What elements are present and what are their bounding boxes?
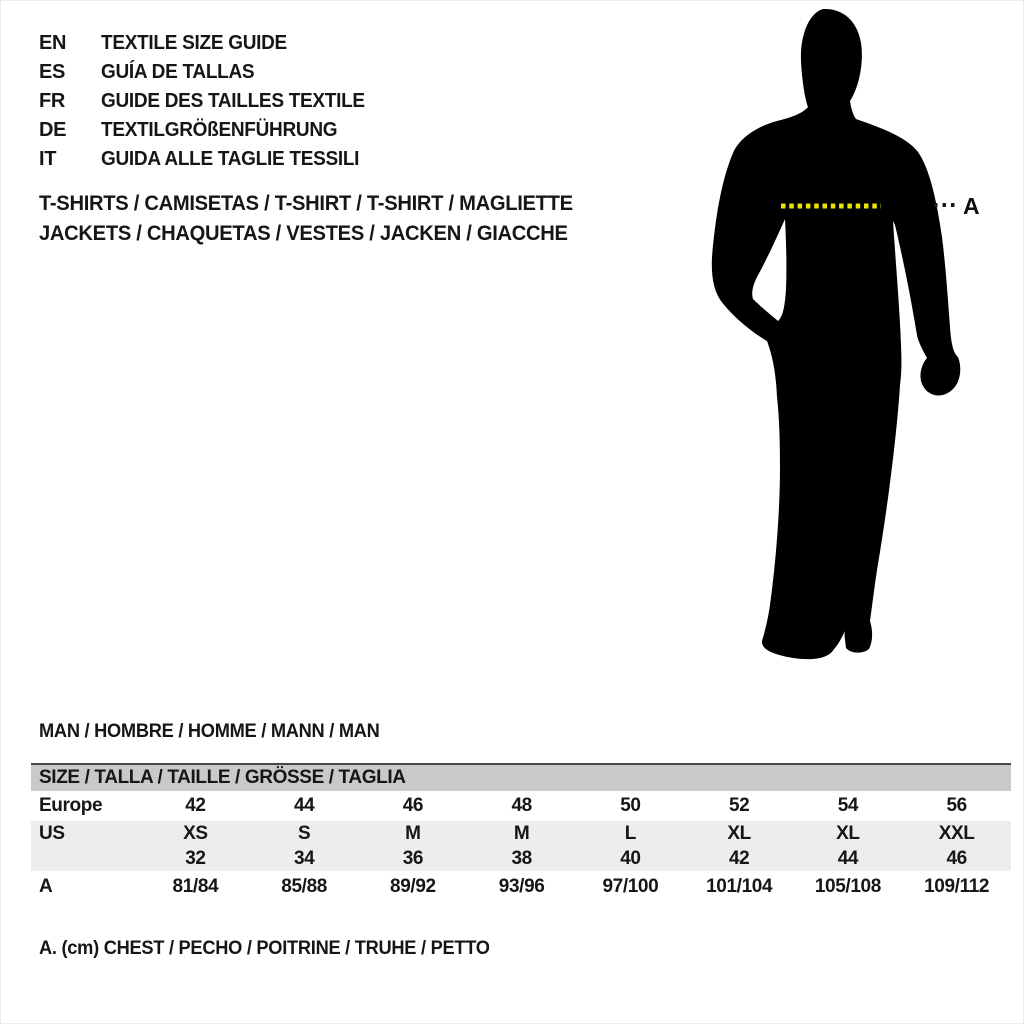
- size-value-cell: 34: [293, 847, 315, 869]
- silhouette-shape: [712, 9, 960, 659]
- size-value-cell: 42: [728, 847, 750, 869]
- size-value-cell: 38: [511, 847, 532, 869]
- size-value-cell: 105/108: [814, 876, 881, 897]
- size-row-label: Europe: [39, 795, 103, 816]
- size-value-cell: 40: [620, 847, 641, 869]
- size-value-cell: M: [513, 822, 530, 844]
- category-line: JACKETS / CHAQUETAS / VESTES / JACKEN / GIACCHE: [39, 222, 568, 245]
- language-title: TEXTILGRÖßENFÜHRUNG: [101, 119, 338, 141]
- size-value-cell: 54: [837, 795, 859, 816]
- size-value-cell: XL: [836, 822, 860, 844]
- size-value-cell: XL: [727, 822, 751, 844]
- size-table-header: SIZE / TALLA / TAILLE / GRÖSSE / TAGLIA: [31, 765, 1011, 791]
- size-table-row: [31, 846, 1011, 871]
- size-value-cell: 44: [837, 847, 859, 869]
- size-value-cell: 46: [402, 795, 424, 816]
- language-title: GUÍA DE TALLAS: [101, 61, 255, 83]
- language-row: [39, 119, 379, 148]
- size-value-cell: 109/112: [924, 876, 990, 897]
- size-value-cell: 81/84: [172, 876, 219, 897]
- language-code: DE: [39, 119, 67, 141]
- language-row: [39, 32, 379, 61]
- language-code: ES: [39, 61, 66, 83]
- language-title: TEXTILE SIZE GUIDE: [101, 32, 287, 54]
- size-value-cell: XS: [183, 822, 208, 844]
- language-row: [39, 61, 379, 90]
- measure-label: A: [963, 193, 980, 219]
- size-table-body: [31, 791, 1011, 903]
- size-value-cell: 89/92: [390, 876, 436, 897]
- category-line: T-SHIRTS / CAMISETAS / T-SHIRT / T-SHIRT / MAGLIETTE: [39, 192, 573, 215]
- language-title: GUIDA ALLE TAGLIE TESSILI: [101, 148, 360, 170]
- size-value-cell: 42: [185, 795, 206, 816]
- size-table-row: [31, 791, 1011, 821]
- size-table-row: [31, 871, 1011, 903]
- size-value-cell: 93/96: [498, 876, 545, 897]
- size-value-cell: 46: [946, 847, 967, 869]
- category-list: [39, 192, 595, 252]
- section-title: MAN / HOMBRE / HOMME / MANN / MAN: [39, 721, 380, 742]
- size-row-label: US: [39, 822, 65, 844]
- language-code: IT: [39, 148, 57, 170]
- size-value-cell: 36: [402, 847, 424, 869]
- language-code: FR: [39, 90, 66, 112]
- size-value-cell: XXL: [938, 822, 975, 844]
- measurement-footnote: A. (cm) CHEST / PECHO / POITRINE / TRUHE / PETTO: [39, 938, 490, 959]
- size-value-cell: 32: [185, 847, 206, 869]
- size-value-cell: 50: [620, 795, 641, 816]
- size-value-cell: 52: [728, 795, 750, 816]
- language-code: EN: [39, 32, 67, 54]
- size-value-cell: M: [405, 822, 421, 844]
- language-title: GUIDE DES TAILLES TEXTILE: [101, 90, 365, 112]
- size-value-cell: 101/104: [706, 876, 773, 897]
- size-value-cell: 97/100: [602, 876, 659, 897]
- language-row: [39, 90, 379, 119]
- size-table: [31, 763, 1011, 903]
- size-value-cell: S: [297, 822, 311, 844]
- size-value-cell: 56: [946, 795, 967, 816]
- language-list: [39, 32, 379, 177]
- size-table-row: [31, 821, 1011, 846]
- size-value-cell: 48: [511, 795, 532, 816]
- language-row: [39, 148, 379, 177]
- size-value-cell: L: [624, 822, 636, 844]
- man-silhouette: [681, 5, 1001, 665]
- size-value-cell: 44: [293, 795, 315, 816]
- size-row-label: A: [39, 876, 53, 897]
- size-value-cell: 85/88: [281, 876, 327, 897]
